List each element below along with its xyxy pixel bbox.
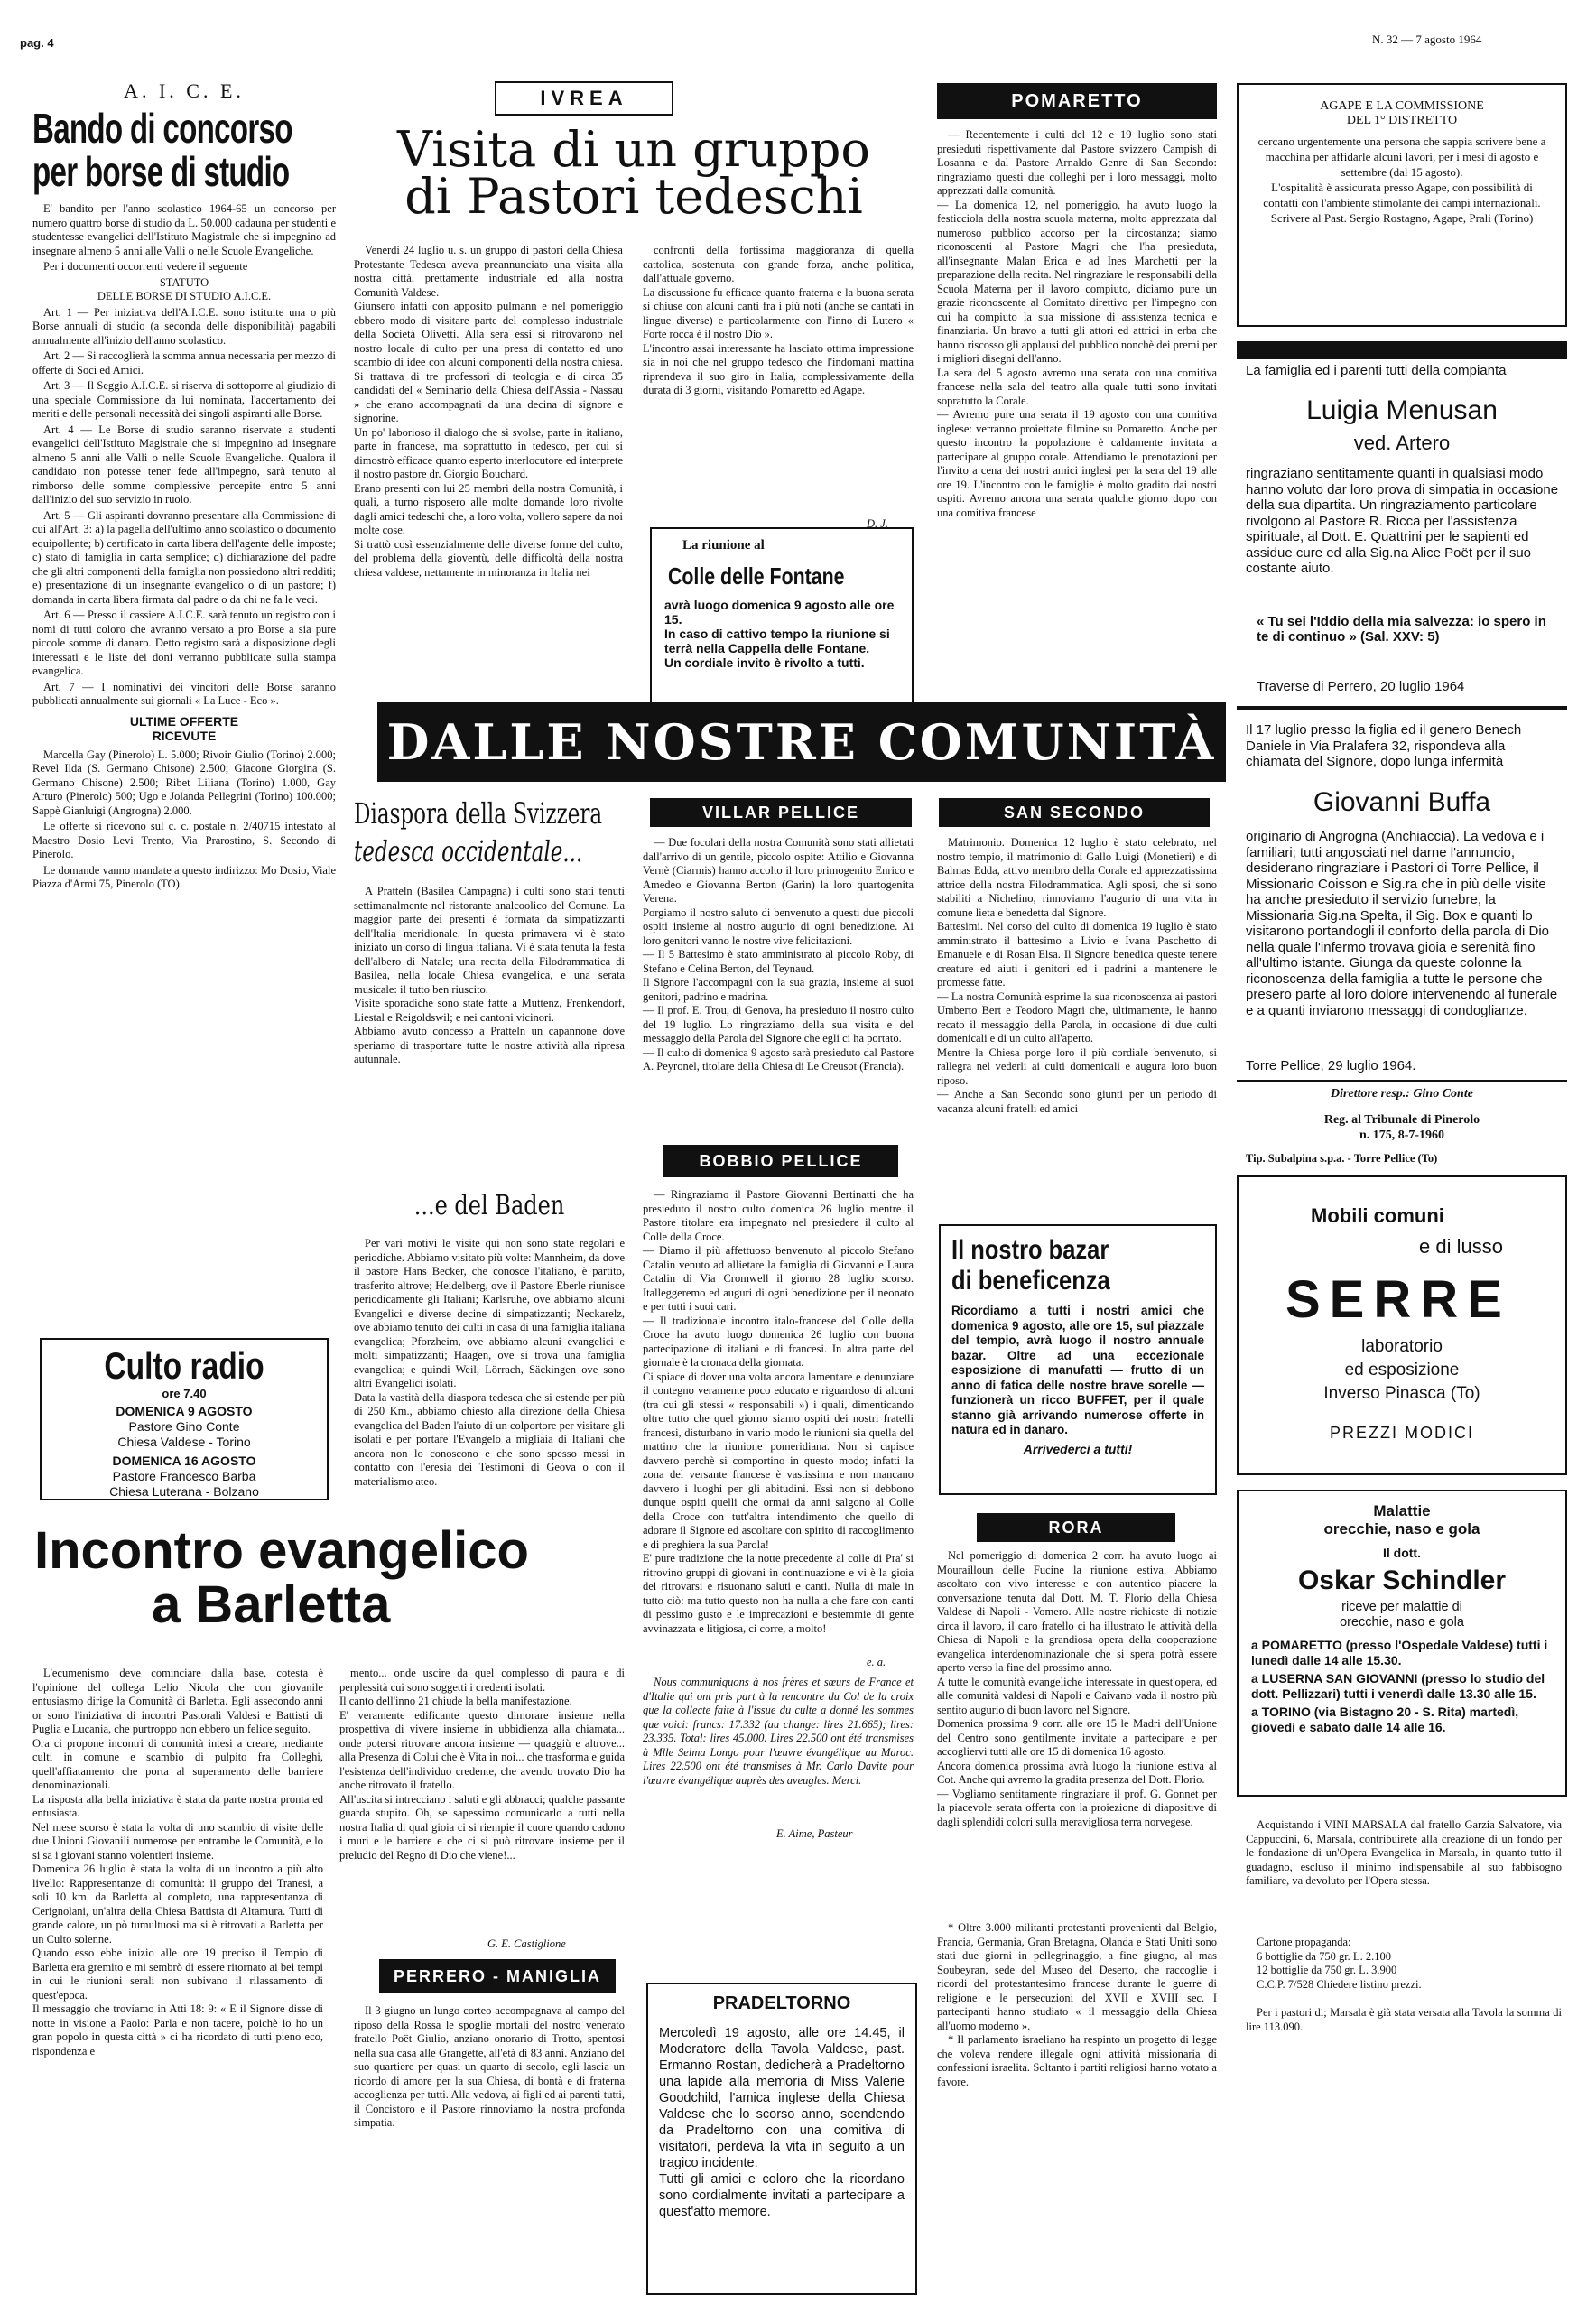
marsala-text: Acquistando i VINI MARSALA dal fratello Garzia Salvatore, via Cappuccini, 6, Marsala, contribuirete alla creazione di un fondo per le fondazione di un'Opera Evangelica in Marsala, in quanto tutto il guadagno, escluso il minimo indispensabile al suo fabbisogno familiare, va devoluto per l'Opera stessa. — [1246, 1818, 1562, 1887]
ivrea-banner-text: IVREA — [540, 87, 628, 109]
menusan-quote: « Tu sei l'Iddio della mia salvezza: io spero in te di continuo » (Sal. XXV: 5) — [1257, 614, 1546, 645]
diaspora-title-2: tedesca occidentale... — [354, 834, 583, 869]
villar-banner: VILLAR PELLICE — [650, 798, 912, 827]
ivrea-sign: D. J. — [867, 517, 888, 530]
rora-note1: * Oltre 3.000 militanti protestanti provenienti dal Belgio, Francia, Germania, Gran Bretagna, Olanda e Stati Uniti sono stati due giorni in pellegrinaggio, a fine giugno, al mas Soubeyran, sede del Museo del Deserto, che raccoglie i ricordi del protestantesimo francese durante le guerre di religione e le persecuzioni del XVII e XVIII sec. I partecipanti hanno studiato « il messaggio della Chiesa all'uomo moderno ». — [937, 1921, 1217, 2032]
agape-title: AGAPE E LA COMMISSIONE DEL 1° DISTRETTO — [1320, 99, 1484, 127]
barletta-title-2: a Barletta — [152, 1575, 391, 1634]
diaspora-title — [354, 794, 626, 870]
mobili-line3: laboratorio — [1361, 1337, 1443, 1356]
barletta-title-1: Incontro evangelico — [34, 1521, 529, 1580]
schindler-ad — [1237, 1490, 1567, 1797]
bazar-box — [939, 1224, 1217, 1495]
menusan-bottom-rule — [1237, 706, 1567, 710]
colle-box — [650, 527, 914, 708]
schindler-addr2: a LUSERNA SAN GIOVANNI (presso lo studio del dott. Pellizzari) tutti i venerdì dalle 13.30 alle 15. — [1251, 1671, 1545, 1701]
menusan-place: Traverse di Perrero, 20 luglio 1964 — [1257, 679, 1465, 694]
schindler-line4: riceve per malattie di orecchie, naso e gola — [1340, 1600, 1464, 1630]
bazar-end: Arrivederci a tutti! — [1023, 1441, 1133, 1456]
pradeltorno-text: Mercoledì 19 agosto, alle ore 14.45, il Moderatore della Tavola Valdese, past. Ermanno Rostan, dedicherà a Pradeltorno una lapide alla memoria di Miss Valerie Goodchild, l'amica inglese della Chiesa Valdese che lo scorso anno, scendendo da Pradeltorno con una comitiva di visitatori, perdeva la vita in seguito a un tragico incidente. Tutti gli amici e coloro che la ricordano sono cordialmente invitati a partecipare a quest'atto memore. — [659, 2026, 905, 2219]
dalle-banner-text: DALLE NOSTRE COMUNITÀ — [386, 713, 1217, 771]
sansecondo-banner: SAN SECONDO — [939, 798, 1210, 827]
culto-date1: DOMENICA 9 AGOSTO — [116, 1404, 253, 1418]
barletta-sign: G. E. Castiglione — [487, 1937, 566, 1950]
menusan-sub: ved. Artero — [1353, 432, 1451, 454]
culto-time: ore 7.40 — [162, 1387, 207, 1400]
culto-church2: Chiesa Luterana - Bolzano — [109, 1484, 259, 1499]
offerte-title: ULTIME OFFERTE RICEVUTE — [129, 713, 239, 743]
aice-title-line2: per borse di studio — [32, 148, 290, 195]
mobili-line5: Inverso Pinasca (To) — [1323, 1384, 1480, 1403]
bobbio-text: — Ringraziamo il Pastore Giovanni Bertinatti che ha presieduto il nostro culto domenica 26 luglio mentre il Pastore titolare era impegnato nel presiedere il culto al Colle della Croce. — Diamo il più affettuoso benvenuto al piccolo Stefano Catalin venuto ad allietare la famiglia di Giovanni e Laura Catalin di Via Cromwell il giorno 28 luglio scorso. Italleggeremo ed auguri di ogni benedizione per il neonato e per tutti i suoi cari. — Il tradizionale incontro italo-francese del Colle della Croce ha avuto luogo domenica 26 luglio con buona partecipazione di italiani e di francesi. In altra parte del giornale è la cronaca della giornata. Ci spiace di dover una volta ancora lamentare e denunziare il contegno veramente poco educato e riguardoso di alcuni (tra cui gli stessi « responsabili ») i quali, dimenticando oltre tutto che quel giorno siamo ospiti dei nostri fratelli francesi, disturbano in vario modo le riunioni sia quella del mattino che la riunione pomeridiana. Non si capisce davvero perchè si comportino in questo modo; infatti la zona del versante francese è vastissima e non mancano davvero i luoghi per gli abitudini. Essi non si debbono dunque ospiti quelli che ormai da anni salgono al Colle della Croce con tutt'altra intendimento che quello di adorare il Signore ed ascoltare con spirito di raccoglimento e di preghiera la sua Parola! E' pure tradizione che la notte precedente al colle di Pra' si ritrovino gruppi di giovani in continuazione e vi è la gioia del ritrovarsi e risuonano saluti e canti. Nulla di male in tutto ciò: ma tutto questo non ha nulla a che fare con canti di pessimo gusto e le imprecazioni e bestemmie di gente avvinazzata e litigiosa, ci corre, a molto! — [643, 1188, 914, 1635]
barletta-col1: L'ecumenismo deve cominciare dalla base, cotesta è l'opinione del collega Lelio Nicola che con giovanile entusiasmo dirige la Comunità di Barletta. Egli assecondo anni or sono l'iniziativa di incontri Pastorali Valdesi e Battisti di Puglia e Lucania, che purtroppo non ebbero un felice seguito. Ora ci propone incontri di comunità intesi a creare, mediante culti in comune e scambio di pulpito fra Colleghi, quell'affiatamento che porta al superamento delle barriere denominazionali. La risposta alla bella iniziativa è stata da parte nostra pronta ed entusiasta. Nel mese scorso è stata la volta di uno scambio di visite delle due Unioni Giovanili numerose per entrambe le Comunità, e lo si sa i giovani stanno volentieri insieme. Domenica 26 luglio è stata la volta di un incontro a più alto livello: Rappresentanze di comunità: il gruppo dei Tranesi, a soli 10 km. da Barletta al completo, una rappresentanza di Cerignolani, un'altra della Chiesa Battista di Altamura. Tutti di grande calore, un pò tumultuosi ma si è ritrovati a Barletta per un Culto solenne. Quando esso ebbe inizio alle ore 19 preciso il Tempio di Barletta era gremito e mi sembrò di essere ritornato ai bei tempi in cui le riunioni serali non subivano il rilassamento di quest'epoca. Il messaggio che troviamo in Atti 18: 9: « E il Signore disse di notte in visione a Paolo: Parla e non tacere, poichè io ho un gran popolo in questa città » ci ha ricordato di tutti pieno eco, rispondenza e — [32, 1667, 323, 2058]
aice-statuto: STATUTO DELLE BORSE DI STUDIO A.I.C.E. — [97, 275, 272, 302]
schindler-name: Oskar Schindler — [1297, 1565, 1507, 1595]
schindler-addr3: a TORINO (via Bistagno 20 - S. Rita) martedì, giovedì e sabato dalle 14 alle 16. — [1251, 1705, 1519, 1734]
ivrea-banner — [495, 81, 673, 116]
colophon-director: Direttore resp.: Gino Conte — [1331, 1087, 1473, 1101]
offerte-ccp: Le offerte si ricevono sul c. c. postale n. 2/40715 intestato al Maestro Dosio Levi Trento, Via Prarostino, S. Secondo di Pinerolo. — [32, 820, 336, 860]
menusan-rule — [1237, 341, 1567, 359]
aice-art4: Art. 4 — Le Borse di studio saranno riservate a studenti evangelici dell'Istituto Magistrale che si impegnino ad insegnare almeno 5 anni alle Valli o nelle Scuole Evangeliche. Qualora il candidato non potesse tener fede all'impegno, sarà tenuto al rimborso delle somme complessive percepite entro 5 anni dall'inizio del suo servizio in ruolo. — [32, 423, 336, 506]
colle-text: avrà luogo domenica 9 agosto alle ore 15. In caso di cattivo tempo la riunione si terrà nella Cappella delle Fontane. Un cordiale invito è rivolto a tutti. — [664, 598, 895, 670]
buffa-place: Torre Pellice, 29 luglio 1964. — [1246, 1058, 1416, 1073]
aice-label: A. I. C. E. — [124, 79, 245, 102]
aice-art7: Art. 7 — I nominativi dei vincitori delle Borse saranno pubblicati annualmente sui giornali « La Luce - Eco ». — [32, 680, 336, 707]
schindler-line1: Malattie — [1373, 1502, 1431, 1519]
issue-date: N. 32 — 7 agosto 1964 — [1372, 33, 1482, 46]
aice-title — [32, 107, 331, 193]
aice-art3: Art. 3 — Il Seggio A.I.C.E. si riserva di sottoporre al giudizio di una speciale Commissione da lui nominata, l'accertamento dei meriti e delle personali necessità dei singoli aspiranti alle Borse. — [32, 379, 336, 420]
page-number: pag. 4 — [20, 36, 54, 50]
buffa-intro: Il 17 luglio presso la figlia ed il genero Benech Daniele in Via Pralafera 32, rispondeva alla chiamata del Signore, dopo lunga infermità — [1246, 722, 1522, 769]
culto-radio-box — [40, 1338, 329, 1500]
aice-art1: Art. 1 — Per iniziativa dell'A.I.C.E. sono istituite una o più Borse annuali di studio (a seconda delle disponibilità) pagabili annualmente all'inizio dell'anno scolastico. — [32, 305, 336, 347]
colle-title: Colle delle Fontane — [668, 562, 845, 590]
ivrea-title: Visita di un gruppo di Pastori tedeschi — [397, 121, 870, 225]
aice-art2: Art. 2 — Si raccoglierà la somma annua necessaria per mezzo di offerte di Soci ed Amici. — [32, 349, 336, 376]
barletta-col2: mento... onde uscire da quel complesso di paura e di perplessità cui sono soggetti i credenti isolati. Il canto dell'inno 21 chiude la bella manifestazione. E' veramente edificante questo dimorare insieme nella prospettiva di vivere insieme in ubbidienza alla chiamata... onde potersi ritrovare ancora insieme — quaggiù e altrove... alla Presenza di Colui che è Vita in noi... che trasforma e guida l'esistenza dell'individuo credente, che avendo trovato Dio ha anche ritrovato il fratello. All'uscita si intrecciano i saluti e gli abbracci; qualche passante guarda stupito. Oh, se sapessimo comunicarlo a tutti nella nostra Italia di qual gioia ci si riempie il cuore quando cadono i muri e le barriere e che ci si può ritrovare insieme per il preludio del Regno di Dio che viene!... — [339, 1667, 625, 1862]
rora-text: Nel pomeriggio di domenica 2 corr. ha avuto luogo ai Mourailloun delle Fucine la riunione estiva. Abbiamo ascoltato con vivo interesse e con autentico piacere la conversazione tenuta dal Dott. M. T. Florio della Chiesa Valdese di Napoli - Vomero. Alle nostre richieste di notizie circa il lavoro, il caro fratello ci ha illustrato le attività della Chiesa di Napoli e la grandiosa opera della cooperazione evangelica interdenominazionale che si spera potrà essere aperto verso la fine del prossimo anno. A tutte le comunità evangeliche interessate in quest'opera, ed alle comunità valdesi di Napoli e Caivano vada il nostro più sentito augurio di buon lavoro nel Signore. Domenica prossima 9 corr. alle ore 15 le Madri dell'Unione del Centro sono gentilmente invitate a partecipare e per accogliervi tutti alle ore 15 di domenica 16 agosto. Ancora domenica prossima avrà luogo la riunione estiva al Cot. Anche qui avremo la gradita presenza del Dott. Florio. — Vogliamo sentitamente ringraziare il prof. G. Gonnet per la piacevole serata offerta con la proiezione di diapositive di dagli splendidi colori sulla meravigliosa terra norvegese. — [937, 1549, 1217, 1828]
agape-box — [1237, 83, 1567, 327]
diaspora-title-1: Diaspora della Svizzera — [354, 796, 603, 831]
baden-text: Per vari motivi le visite qui non sono state regolari e periodiche. Abbiamo visitato più volte: Mannheim, da dove il pastore Hans Becker, che conosce l'italiano, è partito, trasferito altrove; Heidelberg, ove il Pastore Eberle riunisce periodicamente gli Italiani; Karlsruhe, ove abbiamo alcuni Evangelici e diverse decine di simpatizzanti; Neckarelz, ove abbiamo tenuto dei culti in casa di una famiglia italiana evangelica; Pforzheim, ove abbiamo alcuni evangelici e molti simpatizzanti; Haagen, ove si trova una famiglia evangelica; e quindi Weil, Lörrach, Säckingen ove sono altri Evangelici isolati. Data la vastità della diaspora tedesca che si estende per più di 250 Km., abbiamo chiesto alla direzione della Chiesa evangelica del Baden l'aiuto di un colportore per visitare gli isolati e per portare l'Evangelo a migliaia di Italiani che ancora non lo conoscono e che sono spesso messi in contatto con l'eresia dei Testimoni di Geova o con il materialismo ateo. — [354, 1237, 625, 1488]
pomaretto-banner: POMARETTO — [937, 83, 1217, 119]
diaspora-text: A Pratteln (Basilea Campagna) i culti sono stati tenuti settimanalmente nel ristorante analcoolico del Comune. La maggior parte dei presenti è formata da simpatizzanti dell'Italia meridionale. In questa primavera vi è stato iniziato un corso di lingua italiana. Vi è stata tenuta la festa dell'albero di Natale; una recita della Filodrammatica di Basilea, nella locale Chiesa evangelica, e una serata musicale: il tutto ben riuscito. Visite sporadiche sono state fatte a Muttenz, Frenkendorf, Liestal e Reigoldswil; e nei cantoni vicinori. Abbiamo avuto concesso a Pratteln un capannone dove speriamo di trasportare tutte le nostre attività alla ripresa autunnale. — [354, 885, 625, 1065]
menusan-intro: La famiglia ed i parenti tutti della compianta — [1246, 363, 1507, 378]
aice-art5: Art. 5 — Gli aspiranti dovranno presentare alla Commissione di cui all'Art. 3: a) la pagella dell'ultimo anno scolastico o documento equipollente; b) certificato in carta libera dell'agente delle imposte; c) stato di famiglia in carta semplice; d) dichiarazione del padre che gli altri componenti della famiglia non possiedono altri redditi; e) presentazione di un insegnante evangelico o di un pastore; f) domanda in carta libera firmata dal padre o da chi ne fa le veci. — [32, 508, 336, 606]
pradeltorno-title: PRADELTORNO — [712, 1993, 851, 2013]
offerte-address: Le domande vanno mandate a questo indirizzo: Mo Dosio, Viale Piazza d'Armi 75, Pinerolo (TO). — [32, 863, 336, 890]
colophon-tip: Tip. Subalpina s.p.a. - Torre Pellice (To) — [1246, 1152, 1438, 1165]
bazar-title: Il nostro bazar di beneficenza — [951, 1235, 1110, 1296]
culto-pastor1: Pastore Gino Conte — [128, 1419, 240, 1434]
pradeltorno-box — [646, 1983, 917, 2295]
mobili-line4: ed esposizione — [1344, 1361, 1460, 1380]
offerte-list: Marcella Gay (Pinerolo) L. 5.000; Rivoir Giulio (Torino) 2.000; Revel Ilda (S. Germano Chisone) 2.500; Giacone Giorgina (S. Germano Chisone) 2.500; Ribet Liliana (Torino) 1.000, Gay Arturo (Pinerolo) 500; Ugo e Jolanda Pellegrini (Torino) 100.000; Sappè Gianluigi (Angrogna) 2.000. — [32, 748, 336, 817]
schindler-addr1: a POMARETTO (presso l'Ospedale Valdese) tutti i lunedì dalle 14 alle 15.30. — [1251, 1638, 1548, 1668]
bobbio-french: Nous communiquons à nos frères et sœurs de France et d'Italie qui ont pris part à la rencontre du Col de la croix que la collecte faite à l'issue du culte a donné les sommes que voici: francs: 17.332 (au change: lires 21.665); lires: 23.335. Total: lires 45.000. Lires 22.500 ont été transmises à Mlle Selma Longo pour l'œuvre évangélique au Maroc. Lires 22.500 ont été transmises à Mr. Carlo Davite pour l'œuvre évangélique auprès des aveugles. Merci. — [643, 1676, 914, 1787]
culto-pastor2: Pastore Francesco Barba — [112, 1469, 256, 1483]
aice-art6: Art. 6 — Presso il cassiere A.I.C.E. sarà tenuto un registro con i nomi di tutti coloro che avranno versato a pro Borse a sia pure piccole somme di danaro. Detto registro sarà a disposizione degli interessati e le liste dei doni verranno pubblicate sulla stampa evangelica. — [32, 609, 336, 677]
menusan-text: ringraziano sentitamente quanti in qualsiasi modo hanno voluto dar loro prova di simpatia in occasione della sua dipartita. Un ringraziamento particolare rivolgono al Pastore R. Ricca per l'assistenza spirituale, al Dott. E. Quattrini per le sapienti ed assidue cure ed alla Sig.na Alice Poët per il suo costante aiuto. — [1246, 466, 1559, 576]
buffa-name: Giovanni Buffa — [1313, 787, 1491, 817]
culto-radio-title: Culto radio — [104, 1344, 264, 1387]
colle-line1: La riunione al — [682, 538, 765, 553]
ivrea-col2: confronti della fortissima maggioranza di quella cattolica, sostenuta con grande forza, anche politica, dall'attuale governo. La discussione fu efficace quanto fraterna e la buona serata si chiuse con alcuni canti fra i più noti (anche se cantati in lingue diverse) e particolarmente con l'inno di Lutero « Forte rocca è il nostro Dio ». L'incontro assai interessante ha lasciato ottima impressione sia in noi che nel gruppo tedesco che l'indomani mattina riprendeva il suo giro in Italia, complessivamente della durata di 3 giorni, visitando Pomaretto ed Agape. — [643, 244, 914, 396]
marsala-prices: Cartone propaganda: 6 bottiglie da 750 gr. L. 2.100 12 bottiglie da 750 gr. L. 3.900 C.C.P. 7/528 Chiedere listino prezzi. — [1257, 1936, 1422, 1991]
sansecondo-text: Matrimonio. Domenica 12 luglio è stato celebrato, nel nostro tempio, il matrimonio di Gallo Luigi (Monetieri) e di Balmas Edda, attivo membro della Corale ed apprezzatissima attrice della nostra Filodrammatica. Agli sposi, che si sono stabiliti a Nichelino, rinnoviamo l'augurio di una vita in comune lieta e benedetta dal Signore. Battesimi. Nel corso del culto di domenica 19 luglio è stato amministrato il battesimo a Livio e Ivana Paschetto di Emanuele e di Rosan Elsa. Il Signore benedica queste tenere creature ed aiuti i genitori ed i padrini a mantenere le promesse fatte. — La nostra Comunità esprime la sua riconoscenza ai pastori Umberto Bert e Teodoro Magri che, ultimamente, le hanno recato il messaggio della Parola, in occasione di due culti domenicali e di un culto all'aperto. Mentre la Chiesa porge loro il più cordiale benvenuto, si rallegra nel vederli ai culti domenicali e augura loro buon riposo. — Anche a San Secondo sono giunti per un periodo di vacanza alcuni fratelli ed amici — [937, 836, 1217, 1115]
buffa-bottom-rule — [1237, 1080, 1567, 1082]
perrero-banner: PERRERO - MANIGLIA — [379, 1959, 616, 1993]
bobbio-french-sign: E. Aime, Pasteur — [776, 1827, 853, 1840]
perrero-text: Il 3 giugno un lungo corteo accompagnava al campo del riposo della Rossa le spoglie mortali del nostro venerato fratello Poët Giulio, anziano onorario di Trotto, spentosi nella sua casa alle Grangette, all'età di 83 anni. Anziano del suo quartiere per quasi un quarto di secolo, egli lascia un ricordo di amore per la sua Chiesa, di bontà e di fraterna accoglienza per tutti. Alla vedova, ai figli ed ai parenti tutti, il Concistoro e il Pastore rinnoviamo la nostra profonda simpatia. — [354, 2004, 625, 2129]
colophon-reg: Reg. al Tribunale di Pinerolo n. 175, 8-7-1960 — [1323, 1113, 1480, 1142]
bobbio-sign: e. a. — [867, 1656, 886, 1668]
barletta-title — [34, 1521, 612, 1634]
mobili-ad — [1237, 1175, 1567, 1475]
schindler-line2: orecchie, naso e gola — [1323, 1520, 1480, 1538]
mobili-line1: Mobili comuni — [1311, 1204, 1444, 1227]
mobili-brand: SERRE — [1285, 1270, 1511, 1329]
mobili-line2: e di lusso — [1419, 1235, 1503, 1258]
aice-intro: E' bandito per l'anno scolastico 1964-65 un concorso per numero quattro borse di studio da L. 50.000 cadauna per studenti e studentesse evangelici dell'Istituto Magistrale che si impegnino ad insegnare almeno 5 anni alle Valli o nelle Scuole Evangeliche. — [32, 202, 336, 257]
culto-church1: Chiesa Valdese - Torino — [117, 1435, 251, 1449]
bazar-text: Ricordiamo a tutti i nostri amici che domenica 9 agosto, alle ore 15, sul piazzale del tempio, avrà luogo il nostro annuale bazar. Oltre ad una eccezionale esposizione di manufatti — frutto di un anno di fatica delle nostre brave sorelle — funzionerà un ricco BUFFET, per il quale stanno già arrivando numerose offerte in natura ed in danaro. — [951, 1304, 1204, 1436]
villar-text: — Due focolari della nostra Comunità sono stati allietati dall'arrivo di un gentile, piccolo ospite: Attilio e Giovanna Vernè (Ciarmis) hanno accolto il loro primogenito Enrico e Amedeo e Giovanna Berton (Garin) la loro quartogenita Verena. Porgiamo il nostro saluto di benvenuto a questi due piccoli ospiti insieme al nostro augurio di ogni benedizione. Ai loro genitori vanno le nostre vive felicitazioni. — Il 5 Battesimo è stato amministrato al piccolo Roby, di Stefano e Celina Berton, del Teynaud. Il Signore l'accompagni con la sua grazia, insieme ai suoi genitori, padrino e madrina. — Il prof. E. Trou, di Genova, ha presieduto il nostro culto del 19 luglio. Lo ringraziamo della sua visita e del messaggio della Parola del Signore che egli ci ha portato. — Il culto di domenica 9 agosto sarà presieduto dal Pastore A. Peyronel, titolare della Chiesa di Le Creusot (Francia). — [643, 836, 914, 1073]
aice-intro2: Per i documenti occorrenti vedere il seguente — [43, 260, 248, 273]
bobbio-banner: BOBBIO PELLICE — [663, 1145, 898, 1177]
pomaretto-text: — Recentemente i culti del 12 e 19 luglio sono stati presieduti rispettivamente dal Pastore svizzero Campish di Losanna e dal Pastore Arnaldo Genre di San Secondo: ringraziamo questi due colleghi per i loro messaggi, molto apprezzati dalla comunità. — La domenica 12, nel pomeriggio, ha avuto luogo la festicciola della nostra scuola materna, molto apprezzata dal numeroso pubblico accorso per la circostanza; siamo riconoscenti al Pastore Magri che l'ha presieduta, all'insegnante Malan Erica e ad Ines Marchetti per la preparazione della recita. Nel ringraziare le responsabili della Scuola Materna per il lavoro compiuto, diciamo pure un grazie riconoscente al Comitato direttivo per l'impegno con cui ha compiuto la sua missione di assistenza tecnica e finanziaria. Un bravo a tutti gli attori ed attrici in erba che hanno riscosso gli applausi del pubblico nonchè dei premi per i migliori disegni dell'anno. La sera del 5 agosto avremo una serata con una comitiva francese nella sala del teatro alla quale tutti sono invitati sopratutto la Corale. — Avremo pure una serata il 19 agosto con una comitiva inglese: verranno proiettate filmine su Pomaretto. Anche per questo incontro la popolazione è caldamente invitata a partecipare al gruppo corale. Attendiamo le prenotazioni per l'invito a cena dei nostri amici inglesi per la sera del 19 alle ore 19. L'incontro con le famiglie è molto gradito dai nostri ospiti. Avremo ancora una serata qualche giorno dopo con una comitiva francese — [937, 128, 1217, 519]
marsala-end: Per i pastori di; Marsala è già stata versata alla Tavola la somma di lire 113.090. — [1246, 2006, 1562, 2033]
culto-date2: DOMENICA 16 AGOSTO — [112, 1454, 256, 1468]
schindler-line3: Il dott. — [1383, 1546, 1421, 1560]
ivrea-col1: Venerdì 24 luglio u. s. un gruppo di pastori della Chiesa Protestante Tedesca aveva preannunciato una visita alla nostra città, prettamente industriale ed alla nostra Comunità Valdese. Giunsero infatti con apposito pulmann e nel pomeriggio ebbero modo di visitare parte del complesso industriale della Società Olivetti. Alla sera essi si ritrovarono nel nostro locale di culto per una presa di contatto ed uno scambio di idee con alcuni componenti della nostra chiesa. Si trattava di tre professori di teologia e di circa 35 candidati del « Seminario della Chiesa dell'Assia - Nassau » che erano accompagnati da una decina di signore e signorine. Un po' laborioso il dialogo che si svolse, parte in italiano, parte in francese, ma soprattutto in tedesco, per cui si dimostrò efficace quanto esperto interlocutore ed interprete il nostro pastore dr. Giorgio Bouchard. Erano presenti con lui 25 membri della nostra Comunità, i quali, a turno risposero alle molte domande loro rivolte dagli amici tedeschi che, a loro volta, vollero sapere da noi molte cose. Si trattò così essenzialmente delle diverse forme del culto, del problema della gioventù, delle difficoltà della nostra chiesa valdese, nettamente in minoranza in Italia nei — [354, 244, 623, 579]
rora-banner: RORA — [977, 1513, 1175, 1542]
mobili-line6: PREZZI MODICI — [1330, 1424, 1474, 1442]
aice-title-line1: Bando di concorso — [32, 105, 292, 152]
agape-text: cercano urgentemente una persona che sappia scrivere bene a macchina per affidarle alcuni lavori, per i mesi di agosto e settembre (dal 15 agosto). L'ospitalità è assicurata presso Agape, con possibilità di contatti con l'ambiente stimolante dei campi internazionali. Scrivere al Past. Sergio Rostagno, Agape, Prali (Torino) — [1257, 135, 1546, 225]
buffa-text: originario di Angrogna (Anchiaccia). La vedova e i familiari; tutti angosciati nel darne l'annuncio, desiderano ringraziare i Pastori di Torre Pellice, il Missionario Coisson e Sig.ra che in più delle visite ha anche presieduto il servizio funebre, la Missionaria Sig.na Spelta, il Sig. Box e quanti lo visitarono portandogli il conforto della parola di Dio nella quale l'infermo trovava gioia e serenità fino all'ultimo istante. Giunga da queste colonne la riconoscenza della famiglia a tutte le persone che presero parte al loro dolore intervenendo al funerale e a quanti inviarono messaggi di condoglianze. — [1246, 829, 1558, 1018]
rora-note2: * Il parlamento israeliano ha respinto un progetto di legge che voleva rendere illegale ogni attività missionaria di confessioni israelita. Soltanto i partiti religiosi hanno votato a favore. — [937, 2033, 1217, 2088]
baden-title: ...e del Baden — [413, 1190, 565, 1222]
aice-article — [32, 79, 336, 894]
menusan-name: Luigia Menusan — [1306, 395, 1498, 425]
dalle-banner — [377, 702, 1226, 782]
